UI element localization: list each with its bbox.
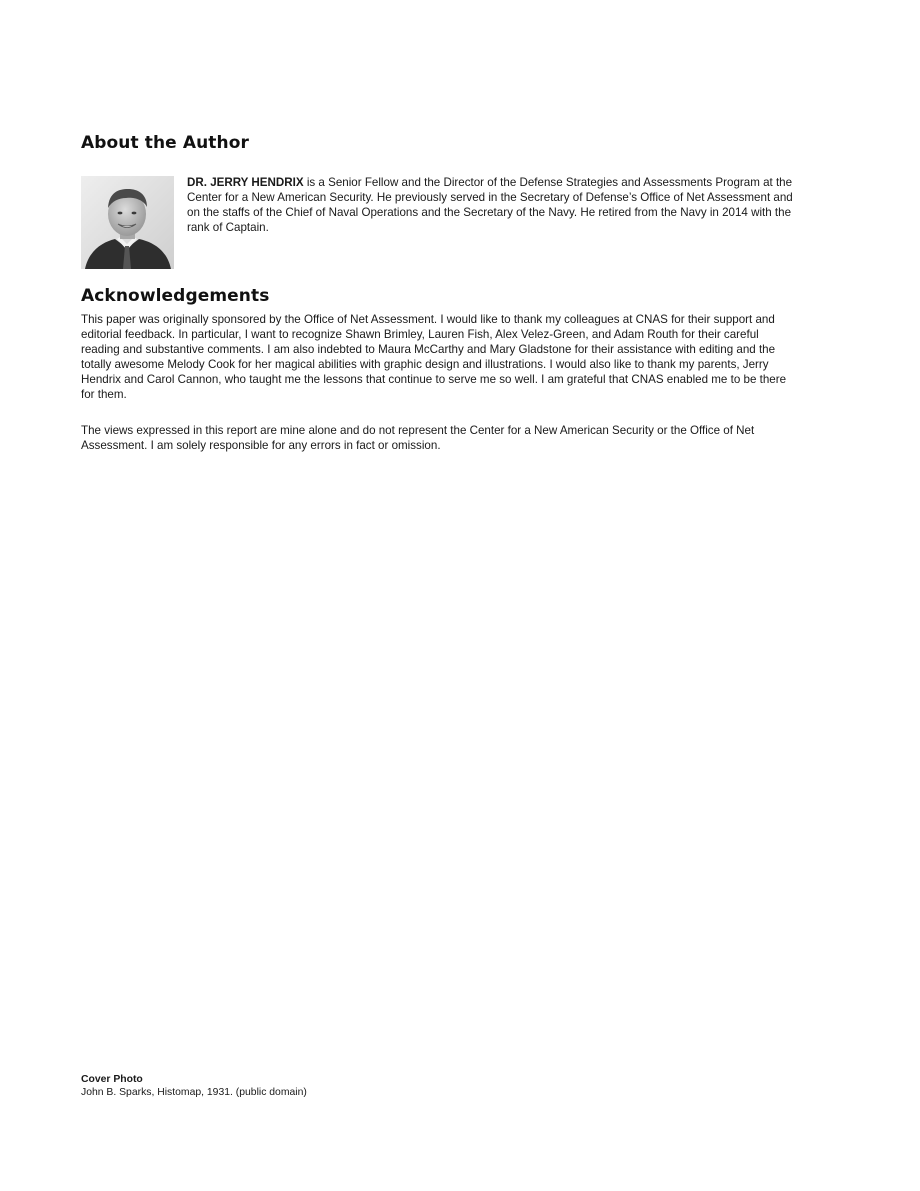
acknowledgements-heading: Acknowledgements (81, 286, 270, 306)
author-bio-text: is a Senior Fellow and the Director of the Defense Strategies and Assessments Program at the Center for a New American Security. He previously served in the Secretary of Defense’s Office of Net Assessment and on the staffs of the Chief of Naval Operations and the Secretary of the Navy. He retired from the Navy in 2014 with the rank of Captain. (187, 176, 793, 234)
author-photo (81, 176, 174, 269)
about-author-heading: About the Author (81, 133, 249, 153)
author-bio (187, 175, 799, 235)
cover-photo-credit (81, 1073, 581, 1099)
disclaimer-paragraph: The views expressed in this report are mine alone and do not represent the Center for a New American Security or the Office of Net Assessment. I am solely responsible for any errors in fact or omission. (81, 424, 755, 452)
cover-photo-label: Cover Photo (81, 1074, 143, 1085)
author-name: DR. JERRY HENDRIX (187, 176, 304, 189)
cover-photo-credit-text: John B. Sparks, Histomap, 1931. (public domain) (81, 1087, 307, 1098)
acknowledgements-paragraph: This paper was originally sponsored by the Office of Net Assessment. I would like to thank my colleagues at CNAS for their support and editorial feedback. In particular, I want to recognize Shawn Brimley, Lauren Fish, Alex Velez-Green, and Adam Routh for their careful reading and substantive comments. I am also indebted to Maura McCarthy and Mary Gladstone for their assistance with editing and the totally awesome Melody Cook for her magical abilities with graphic design and illustrations. I would also like to thank my parents, Jerry Hendrix and Carol Cannon, who taught me the lessons that continue to serve me so well. I am grateful that CNAS enabled me to be there for them. (81, 313, 787, 401)
